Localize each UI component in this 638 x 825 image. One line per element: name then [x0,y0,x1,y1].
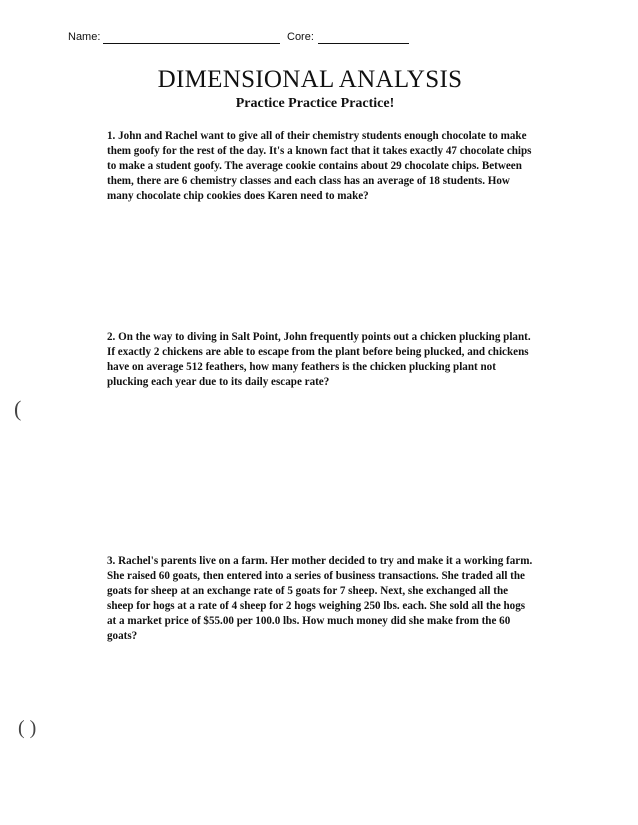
question-2 [107,330,535,390]
question-3 [107,554,535,644]
margin-bottom-parens: ( ) [18,717,37,739]
question-1-text: 1. John and Rachel want to give all of their chemistry students enough chocolate to make them goofy for the rest of the day. It's a known fact that it takes exactly 47 chocolate chips to make a student goofy. The average cookie contains about 29 chocolate chips. Between them, there are 6 chemistry classes and each class has an average of 18 students. How many chocolate chip cookies does Karen need to make? [107,130,532,202]
question-1 [107,129,535,204]
core-label: Core: [287,31,314,43]
core-line [318,43,409,44]
margin-left-paren: ( [14,396,22,421]
question-3-text: 3. Rachel's parents live on a farm. Her mother decided to try and make it a working farm. She raised 60 goats, then entered into a series of business transactions. She traded all the goats for sheep at an exchange rate of 5 goats for 7 sheep. Next, she exchanged all the sheep for hogs at a rate of 4 sheep for 2 hogs weighing 250 lbs. each. She sold all the hogs at a market price of $55.00 per 100.0 lbs. How much money did she make from the 60 goats? [107,555,533,642]
page-subtitle: Practice Practice Practice! [235,96,395,111]
name-label: Name: [68,31,101,43]
page-title: DIMENSIONAL ANALYSIS [157,66,463,93]
question-2-text: 2. On the way to diving in Salt Point, John frequently points out a chicken plucking plant. If exactly 2 chickens are able to escape from the plant before being plucked, and chickens have on average 512 feathers, how many feathers is the chicken plucking plant not plucking each year due to its daily escape rate? [107,331,531,388]
name-line [103,43,280,44]
